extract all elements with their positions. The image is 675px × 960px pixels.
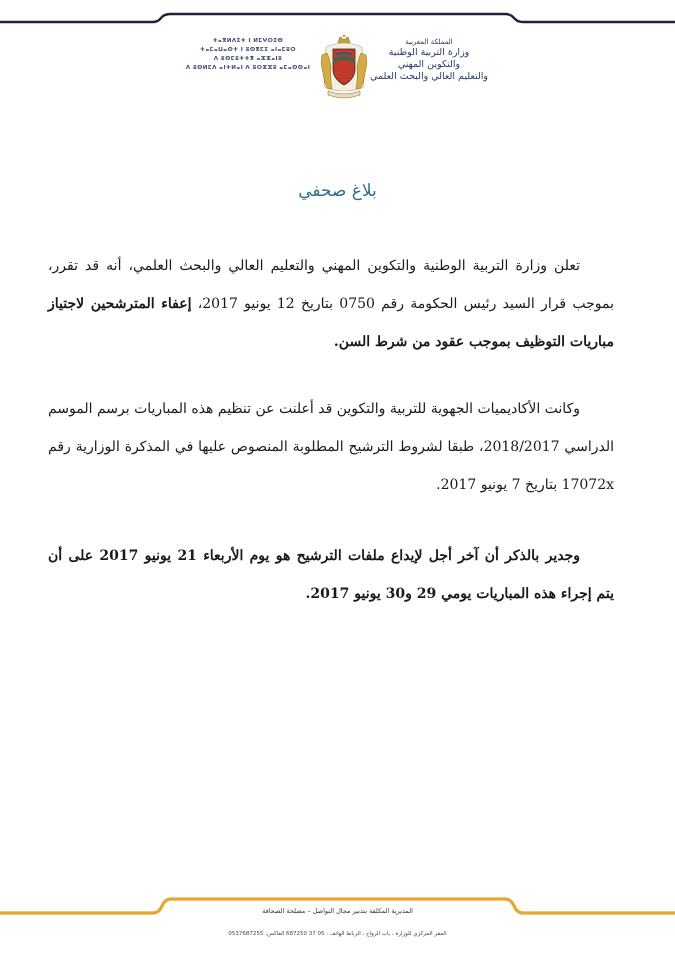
tifinagh-line-2: ⵜⴰⵎⴰⵡⴰⵙⵜ ⵏ ⵓⵙⴳⵎⵉ ⴰⵏⴰⵎⵓⵔ [200,47,296,53]
ministry-name-line-1: وزارة التربية الوطنية [388,47,470,58]
bottom-border-line [0,885,675,925]
paragraph-1-bold-text: إعفاء المترشحين لاجتياز مباريات التوظيف بموجب عقود من شرط السن. [48,296,614,350]
paragraph-2 [48,390,614,504]
letterhead [0,33,675,113]
tifinagh-line-1: ⵜⴰⴳⵍⴷⵉⵜ ⵏ ⵍⵎⵖⵔⵉⴱ [212,38,284,44]
paragraph-3-text: وجدير بالذكر أن آخر أجل لإيداع ملفات الترشيح هو يوم الأربعاء 21 يونيو 2017 على أن يتم إجراء هذه المباريات يومي 29 و30 يونيو 2017. [48,548,614,602]
moroccan-coat-of-arms-icon [318,33,370,101]
paragraph-1 [48,247,614,361]
tifinagh-line-4: ⴷ ⵓⵙⵍⵎⴷ ⴰⵏⵜⵍⴰⵏ ⴷ ⵓⵔⵣⵣⵓ ⴰⵎⴰⵙⵙⴰⵏ [185,65,311,71]
footer-department: المديرية المكلفة بتدبير مجال التواصل – مصلحة الصحافة [262,907,413,915]
press-release-title: بلاغ صحفي [298,181,377,201]
paragraph-1-text: تعلن وزارة التربية الوطنية والتكوين المهني والتعليم العالي والبحث العلمي، أنه قد تقرر، بموجب قرار السيد رئيس الحكومة رقم 0750 بتاريخ 12 يونيو 2017، [48,258,614,312]
footer-contact: المقر المركزي للوزارة ، باب الرواح ، الرباط الهاتف : 05 37 687250 الفاكس: 0537687255 [228,931,447,937]
tifinagh-line-3: ⴷ ⵓⵙⵎⵓⵜⵜⴳ ⴰⵣⵣⴰⵏⵓ [213,56,283,62]
letterhead-tifinagh [178,37,318,73]
ministry-name-line-3: والتعليم العالي والبحث العلمي [370,71,488,82]
paragraph-3 [48,537,614,613]
paragraph-2-text: وكانت الأكاديميات الجهوية للتربية والتكوين قد أعلنت عن تنظيم هذه المباريات برسم الموسم الدراسي 2018/2017، طبقا لشروط الترشيح المطلوبة المنصوص عليها في المذكرة الوزارية رقم 17072x بتاريخ 7 يونيو 2017. [47,401,614,493]
ministry-name-line-2: والتكوين المهني [397,59,461,70]
kingdom-name: المملكة المغربية [405,38,453,46]
letterhead-arabic [365,37,493,83]
